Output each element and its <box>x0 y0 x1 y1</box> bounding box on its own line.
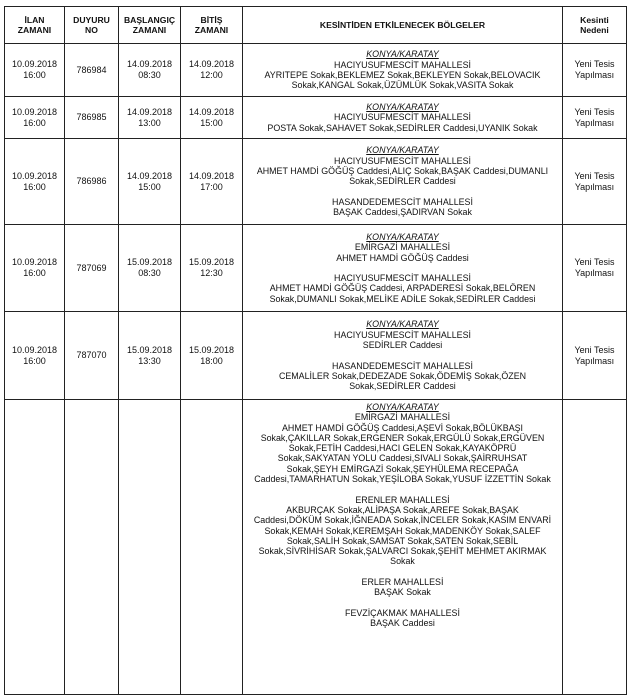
region-line <box>246 187 559 197</box>
cell-duyuru-no: 786985 <box>65 97 119 139</box>
table-row <box>5 225 627 312</box>
cell-bitis-zamani: 14.09.2018 17:00 <box>181 139 243 225</box>
cell-bitis-zamani: 14.09.2018 15:00 <box>181 97 243 139</box>
cell-duyuru-no: 787070 <box>65 312 119 400</box>
table-row <box>5 400 627 695</box>
table-row <box>5 44 627 97</box>
region-line: CEMALİLER Sokak,DEDEZADE Sokak,ÖDEMİŞ Sokak,ÖZEN <box>278 370 527 381</box>
region-line <box>246 263 559 273</box>
region-line <box>246 567 559 577</box>
cell-baslangic-zamani: 14.09.2018 15:00 <box>119 139 181 225</box>
region-line: AHMET HAMDİ GÖĞÜŞ Caddesi,ALIÇ Sokak,BAŞAK Caddesi,DUMANLI <box>256 166 549 177</box>
region-line: ERENLER MAHALLESİ <box>355 494 450 505</box>
table-row <box>5 139 627 225</box>
cell-affected-regions <box>243 400 563 695</box>
header-duyuru-no: DUYURU NO <box>65 7 119 44</box>
region-line: EMİRGAZİ MAHALLESİ <box>354 412 451 423</box>
cell-bitis-zamani: 15.09.2018 12:30 <box>181 225 243 312</box>
region-city: KONYA/KARATAY <box>366 102 439 113</box>
cell-baslangic-zamani <box>119 400 181 695</box>
cell-bitis-zamani <box>181 400 243 695</box>
cell-ilan-zamani: 10.09.2018 16:00 <box>5 225 65 312</box>
region-line: AYRITEPE Sokak,BEKLEMEZ Sokak,BEKLEYEN Sokak,BELOVACIK <box>264 70 541 80</box>
cell-ilan-zamani: 10.09.2018 16:00 <box>5 44 65 97</box>
region-line: Caddesi,DÖKÜM Sokak,İĞNEADA Sokak,İNCELER Sokak,KASIM ENVARİ <box>253 515 552 526</box>
region-line: Sokak <box>390 556 415 567</box>
cell-duyuru-no: 786986 <box>65 139 119 225</box>
region-line: HACIYUSUFMESCİT MAHALLESİ <box>334 273 471 284</box>
region-line: EMİRGAZİ MAHALLESİ <box>354 242 451 253</box>
cell-affected-regions <box>243 225 563 312</box>
region-line: BAŞAK Sokak <box>374 587 431 598</box>
cell-affected-regions <box>243 139 563 225</box>
region-line: AHMET HAMDİ GÖĞÜŞ Caddesi <box>336 252 469 263</box>
cell-baslangic-zamani: 15.09.2018 08:30 <box>119 225 181 312</box>
cell-kesinti-nedeni: Yeni Tesis Yapılması <box>563 97 627 139</box>
region-line: HACIYUSUFMESCİT MAHALLESİ <box>334 155 471 166</box>
header-baslangic-zamani: BAŞLANGIÇ ZAMANI <box>119 7 181 44</box>
cell-affected-regions <box>243 97 563 139</box>
region-city: KONYA/KARATAY <box>366 49 439 60</box>
cell-baslangic-zamani: 14.09.2018 08:30 <box>119 44 181 97</box>
region-city: KONYA/KARATAY <box>366 402 439 412</box>
region-line: Sokak,ÇAKILLAR Sokak,ERGENER Sokak,ERGÜLÜ Sokak,ERGÜVEN <box>260 432 545 443</box>
region-line: POSTA Sokak,SAHAVET Sokak,SEDİRLER Caddesi,UYANIK Sokak <box>267 122 538 133</box>
cell-baslangic-zamani: 14.09.2018 13:00 <box>119 97 181 139</box>
cell-bitis-zamani: 14.09.2018 12:00 <box>181 44 243 97</box>
cell-bitis-zamani: 15.09.2018 18:00 <box>181 312 243 400</box>
cell-baslangic-zamani: 15.09.2018 13:30 <box>119 312 181 400</box>
region-line: BAŞAK Caddesi <box>370 618 435 629</box>
header-kesinti-nedeni: Kesinti Nedeni <box>563 7 627 44</box>
cell-ilan-zamani <box>5 400 65 695</box>
cell-kesinti-nedeni: Yeni Tesis Yapılması <box>563 225 627 312</box>
region-city: KONYA/KARATAY <box>366 231 439 242</box>
region-line: Sokak,SAKYATAN YOLU Caddesi,SIVALI Sokak,ŞAİRRUHSAT <box>277 453 528 464</box>
region-line: HACIYUSUFMESCİT MAHALLESİ <box>334 112 471 123</box>
region-line: HASANDEDEMESCİT MAHALLESİ <box>332 196 473 207</box>
cell-kesinti-nedeni: Yeni Tesis Yapılması <box>563 139 627 225</box>
cell-ilan-zamani: 10.09.2018 16:00 <box>5 139 65 225</box>
cell-affected-regions <box>243 312 563 400</box>
region-line <box>246 350 559 360</box>
region-line: Sokak,SEDİRLER Caddesi <box>349 176 456 187</box>
table-row <box>5 97 627 139</box>
region-line: BAŞAK Caddesi,ŞADIRVAN Sokak <box>333 207 472 218</box>
region-line: Sokak,SEDİRLER Caddesi <box>349 381 456 392</box>
cell-kesinti-nedeni <box>563 400 627 695</box>
region-line: AHMET HAMDİ GÖĞÜŞ Caddesi, ARPADERESİ Sokak,BELÖREN <box>269 283 536 294</box>
region-line: ERLER MAHALLESİ <box>361 577 444 588</box>
region-line <box>246 598 559 608</box>
cell-ilan-zamani: 10.09.2018 16:00 <box>5 312 65 400</box>
region-line: FEVZİÇAKMAK MAHALLESİ <box>345 607 460 618</box>
header-ilan-zamani: İLAN ZAMANI <box>5 7 65 44</box>
region-line: AHMET HAMDİ GÖĞÜŞ Caddesi,AŞEVİ Sokak,BÖLÜKBAŞI <box>281 422 524 433</box>
outage-table <box>4 6 627 695</box>
table-row <box>5 312 627 400</box>
region-line: HACIYUSUFMESCİT MAHALLESİ <box>334 329 471 340</box>
cell-duyuru-no <box>65 400 119 695</box>
cell-kesinti-nedeni: Yeni Tesis Yapılması <box>563 44 627 97</box>
region-city: KONYA/KARATAY <box>366 145 439 156</box>
header-bitis-zamani: BİTİŞ ZAMANI <box>181 7 243 44</box>
header-row <box>5 7 627 44</box>
region-line: Caddesi,TAMARHATUN Sokak,YEŞİLOBA Sokak,YUSUF İZZETTİN Sokak <box>254 474 551 485</box>
region-line: Sokak,FETİH Caddesi,HACI GELEN Sokak,KAYAKÖPRÜ <box>288 443 517 454</box>
cell-ilan-zamani: 10.09.2018 16:00 <box>5 97 65 139</box>
region-line: HACIYUSUFMESCİT MAHALLESİ <box>334 59 471 70</box>
region-line: SEDİRLER Caddesi <box>362 340 443 351</box>
region-line: Sokak,KEMAH Sokak,KEREMŞAH Sokak,MADENKÖY Sokak,SALEF <box>264 525 541 536</box>
cell-affected-regions <box>243 44 563 97</box>
region-city: KONYA/KARATAY <box>366 319 439 330</box>
region-line <box>246 484 559 494</box>
cell-duyuru-no: 787069 <box>65 225 119 312</box>
region-line: AKBURÇAK Sokak,ALİPAŞA Sokak,AREFE Sokak,BAŞAK <box>286 504 519 515</box>
header-bolgeler: KESİNTİDEN ETKİLENECEK BÖLGELER <box>243 7 563 44</box>
cell-kesinti-nedeni: Yeni Tesis Yapılması <box>563 312 627 400</box>
region-line: Sokak,SALİH Sokak,SAMSAT Sokak,SATEN Sokak,SEBİL <box>286 535 519 546</box>
region-line: Sokak,KANGAL Sokak,ÜZÜMLÜK Sokak,VASITA Sokak <box>291 80 514 91</box>
region-line: HASANDEDEMESCİT MAHALLESİ <box>332 360 473 371</box>
region-line: Sokak,DUMANLI Sokak,MELİKE ADİLE Sokak,SEDİRLER Caddesi <box>269 293 536 304</box>
region-line: Sokak,ŞEYH EMİRGAZİ Sokak,ŞEYHÜLEMA RECEPAĞA <box>286 463 519 474</box>
region-line: Sokak,SİVRİHİSAR Sokak,ŞALVARCI Sokak,ŞEHİT MEHMET AKIRMAK <box>258 546 547 557</box>
cell-duyuru-no: 786984 <box>65 44 119 97</box>
